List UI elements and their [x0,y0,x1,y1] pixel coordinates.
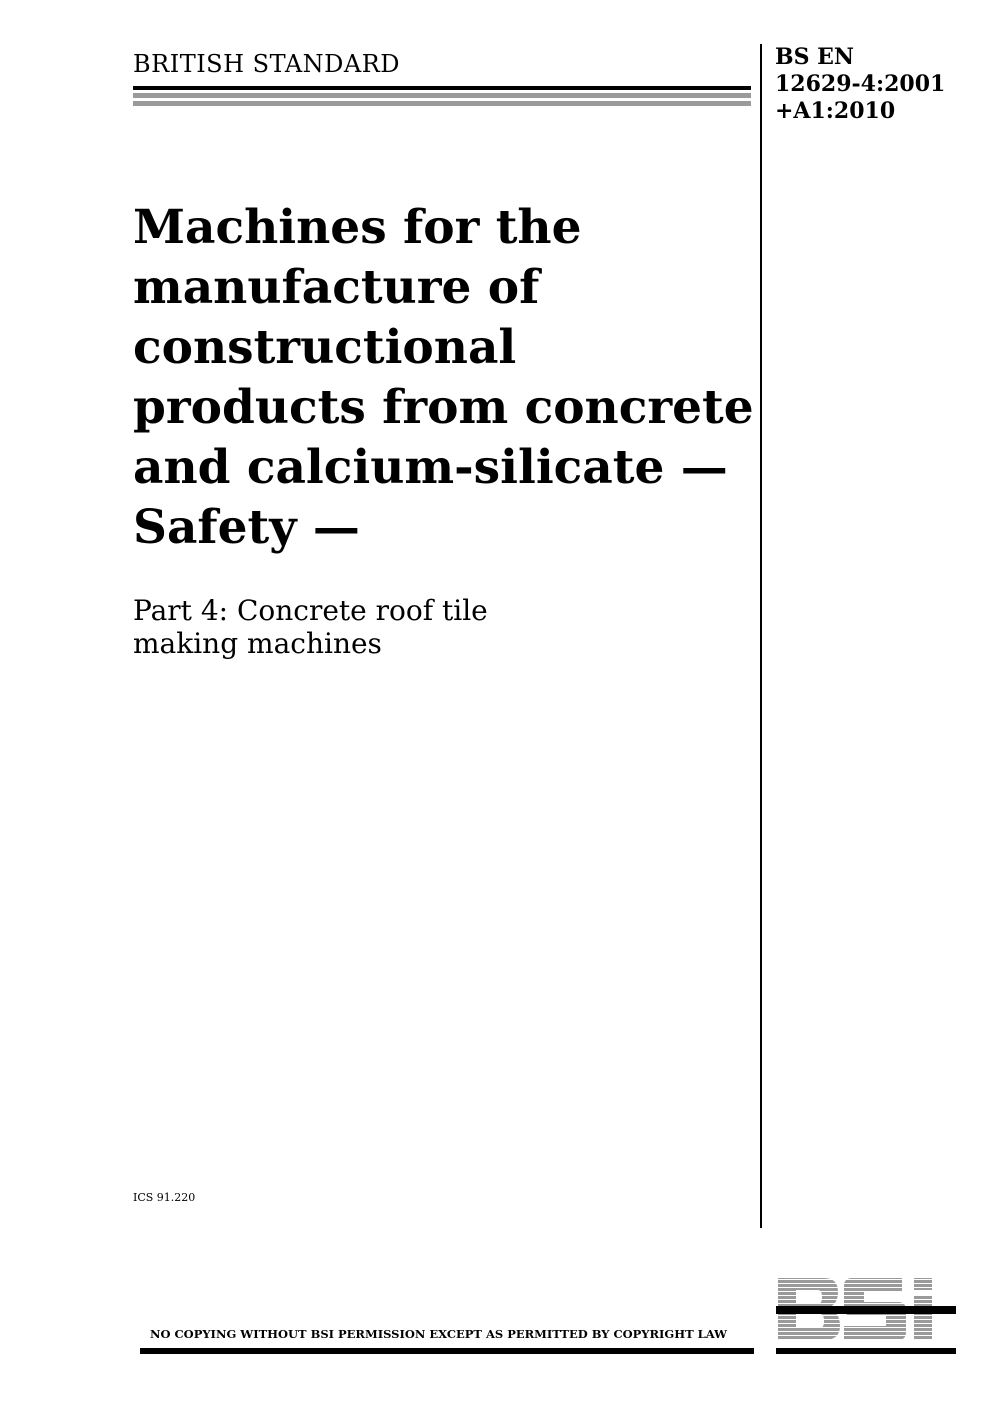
title-line-6: Safety — [133,500,360,555]
title-line-4: products from concrete [133,380,754,435]
document-type-label: BRITISH STANDARD [133,50,401,78]
ics-code: ICS 91.220 [133,1191,196,1204]
header-rule-grey-1 [133,93,751,98]
header-rules [133,86,751,106]
document-title [133,198,754,558]
header-rule-black [133,86,751,90]
standard-number [775,44,945,125]
title-line-2: manufacture of [133,260,540,315]
header-rule-grey-2 [133,101,751,106]
title-line-3: constructional [133,320,517,375]
footer-rule [140,1348,754,1354]
title-line-1: Machines for the [133,200,582,255]
standard-number-line-2: 12629-4:2001 [775,71,946,97]
subtitle-line-2: making machines [133,627,382,660]
vertical-divider [760,44,762,1228]
copyright-notice: NO COPYING WITHOUT BSI PERMISSION EXCEPT AS PERMITTED BY COPYRIGHT LAW [150,1327,728,1341]
standard-number-line-3: +A1:2010 [775,98,896,124]
title-line-5: and calcium-silicate — [133,440,728,495]
document-subtitle [133,594,488,660]
subtitle-line-1: Part 4: Concrete roof tile [133,594,488,627]
bsi-logo-icon [776,1276,956,1358]
standard-number-line-1: BS EN [775,44,855,70]
